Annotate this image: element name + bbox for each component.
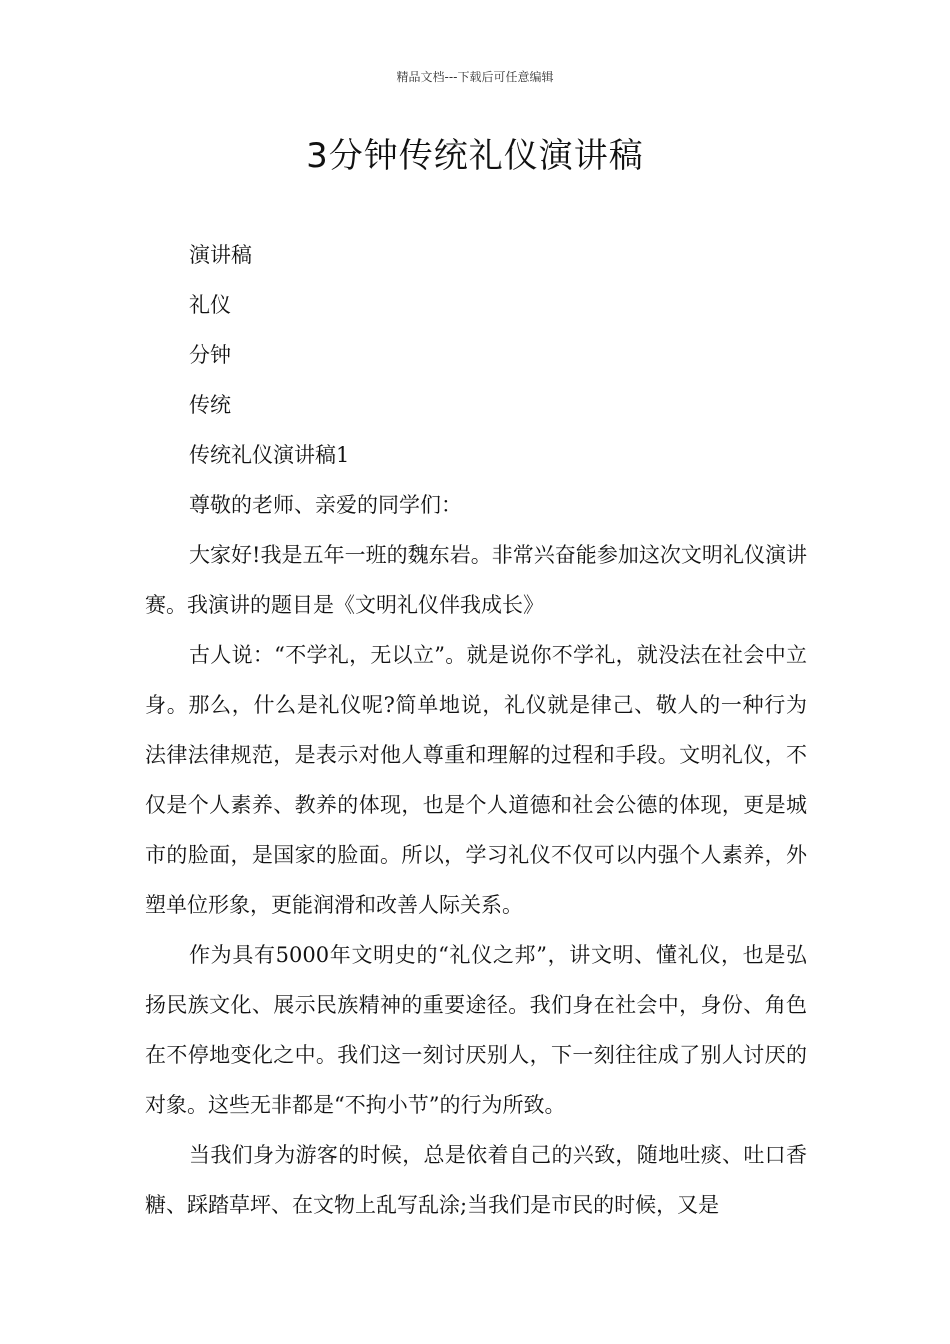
salutation: 尊敬的老师、亲爱的同学们： (189, 493, 462, 517)
paragraph-tourists: 当我们身为游客的时候，总是依着自己的兴致，随地吐痰、吐口香糖、踩踏草坪、在文物上乱写乱涂;当我们是市民的时候，又是 (145, 1143, 807, 1217)
paragraph-ancient-saying: 古人说：“不学礼，无以立”。就是说你不学礼，就没法在社会中立身。那么，什么是礼仪呢?简单地说，礼仪就是律己、敬人的一种行为法律法律规范，是表示对他人尊重和理解的过程和手段。文明礼仪，不仅是个人素养、教养的体现，也是个人道德和社会公德的体现，更是城市的脸面，是国家的脸面。所以，学习礼仪不仅可以内强个人素养，外塑单位形象，更能润滑和改善人际关系。 (145, 643, 807, 917)
section-heading: 传统礼仪演讲稿1 (189, 443, 350, 467)
keyword-etiquette: 礼仪 (189, 293, 231, 317)
document-title: 3分钟传统礼仪演讲稿 (306, 136, 644, 176)
header-note: 精品文档---下载后可任意编辑 (396, 70, 554, 84)
paragraph-intro: 大家好!我是五年一班的魏东岩。非常兴奋能参加这次文明礼仪演讲赛。我演讲的题目是《文明礼仪伴我成长》 (145, 543, 807, 617)
paragraph-civilization: 作为具有5000年文明史的“礼仪之邦”，讲文明、懂礼仪，也是弘扬民族文化、展示民族精神的重要途径。我们身在社会中，身份、角色在不停地变化之中。我们这一刻讨厌别人，下一刻往往成了别人讨厌的对象。这些无非都是“不拘小节”的行为所致。 (145, 943, 807, 1117)
keyword-tradition: 传统 (189, 393, 231, 417)
keyword-minutes: 分钟 (189, 343, 231, 367)
keyword-speech: 演讲稿 (189, 243, 252, 267)
document-body (145, 230, 807, 1230)
